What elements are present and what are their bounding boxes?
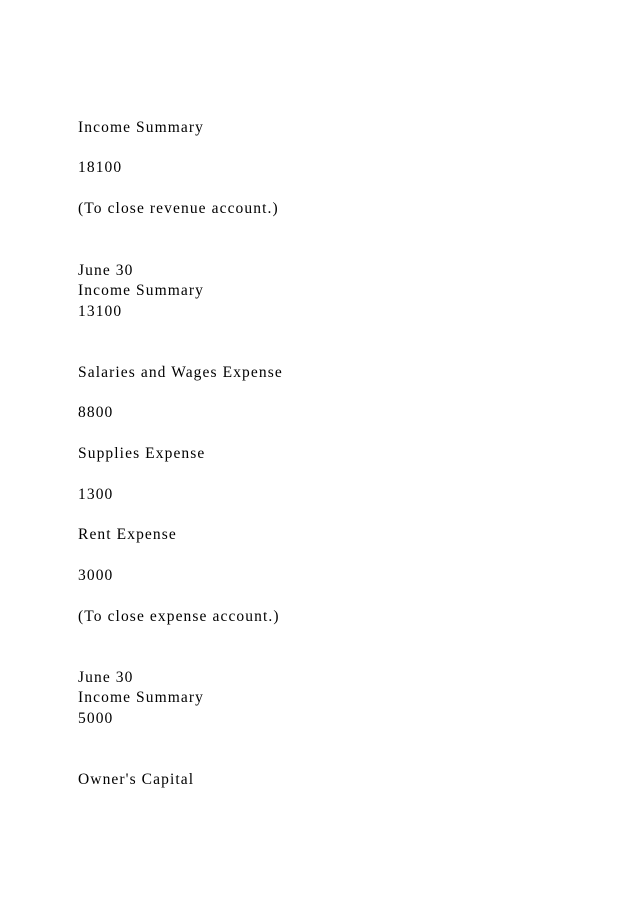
explanation-revenue: (To close revenue account.) [78,200,279,217]
account-salaries-wages: Salaries and Wages Expense [78,364,283,381]
amount-expenses-total: 13100 [78,303,123,320]
amount-rent-expense: 3000 [78,567,114,584]
account-supplies-expense: Supplies Expense [78,445,206,462]
amount-supplies-expense: 1300 [78,486,114,503]
entry-date: June 30 [78,262,134,279]
amount-salaries-wages: 8800 [78,404,114,421]
amount-revenue: 18100 [78,159,123,176]
explanation-expense: (To close expense account.) [78,608,280,625]
account-income-summary: Income Summary [78,119,205,136]
account-rent-expense: Rent Expense [78,526,177,543]
account-owners-capital: Owner's Capital [78,771,195,788]
amount-net-income: 5000 [78,710,114,727]
account-income-summary: Income Summary [78,689,205,706]
account-income-summary: Income Summary [78,282,205,299]
entry-date: June 30 [78,669,134,686]
